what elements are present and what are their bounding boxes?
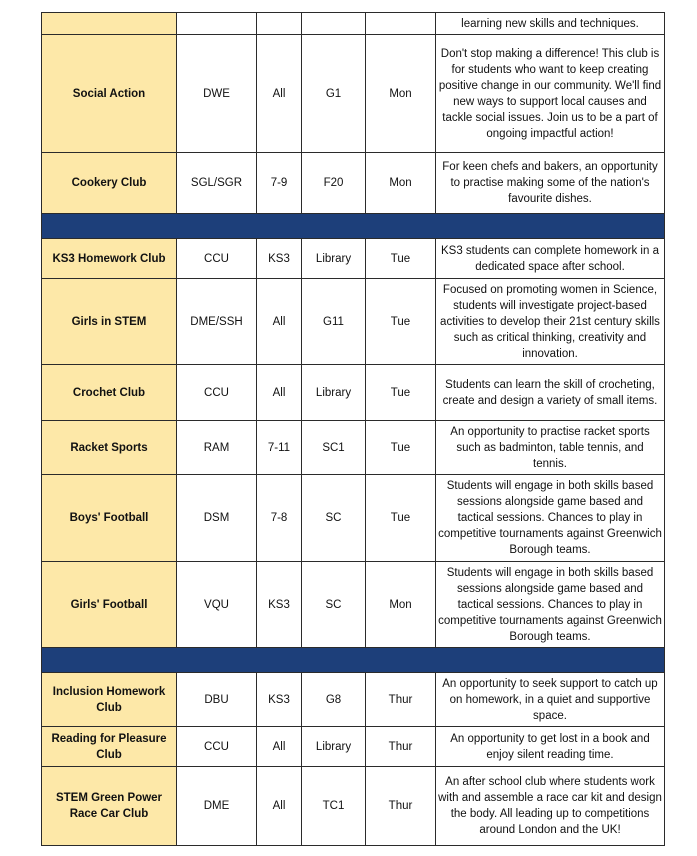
table-row xyxy=(42,421,665,475)
club-staff: VQU xyxy=(177,562,257,648)
club-day: Mon xyxy=(366,562,436,648)
club-description: Students will engage in both skills based sessions alongside game based and tactical sessions. Chances to play in competitive tournaments against Greenwich Borough teams. xyxy=(436,475,665,562)
club-staff xyxy=(177,13,257,35)
club-staff: DWE xyxy=(177,35,257,153)
club-name: Racket Sports xyxy=(42,421,177,475)
club-staff: DME xyxy=(177,767,257,846)
club-staff: CCU xyxy=(177,365,257,421)
club-name: STEM Green Power Race Car Club xyxy=(42,767,177,846)
table-row xyxy=(42,13,665,35)
club-name: Inclusion Homework Club xyxy=(42,673,177,727)
table-row xyxy=(42,562,665,648)
table-row xyxy=(42,153,665,214)
club-day: Tue xyxy=(366,421,436,475)
club-day: Mon xyxy=(366,35,436,153)
club-day: Thur xyxy=(366,767,436,846)
club-staff: DSM xyxy=(177,475,257,562)
club-staff: DME/SSH xyxy=(177,279,257,365)
club-description: learning new skills and techniques. xyxy=(436,13,665,35)
club-description: For keen chefs and bakers, an opportunity to practise making some of the nation's favourite dishes. xyxy=(436,153,665,214)
club-description: Students will engage in both skills based sessions alongside game based and tactical sessions. Chances to play in competitive tournaments against Greenwich Borough teams. xyxy=(436,562,665,648)
club-day: Mon xyxy=(366,153,436,214)
club-day: Tue xyxy=(366,365,436,421)
club-description: An after school club where students work with and assemble a race car kit and design the body. All leading up to competitions around London and the UK! xyxy=(436,767,665,846)
club-description: Focused on promoting women in Science, students will investigate project-based activities to develop their 21st century skills such as critical thinking, creativity and innovation. xyxy=(436,279,665,365)
club-name xyxy=(42,13,177,35)
divider-bar xyxy=(42,214,665,239)
club-room: SC xyxy=(302,562,366,648)
club-years xyxy=(257,13,302,35)
club-room: Library xyxy=(302,727,366,767)
club-room: SC xyxy=(302,475,366,562)
club-name: Crochet Club xyxy=(42,365,177,421)
club-room: TC1 xyxy=(302,767,366,846)
divider-bar xyxy=(42,648,665,673)
club-name: Cookery Club xyxy=(42,153,177,214)
table-row xyxy=(42,279,665,365)
club-staff: CCU xyxy=(177,727,257,767)
club-description: Students can learn the skill of crocheting, create and design a variety of small items. xyxy=(436,365,665,421)
table-row xyxy=(42,475,665,562)
club-years: All xyxy=(257,727,302,767)
club-staff: SGL/SGR xyxy=(177,153,257,214)
club-room: Library xyxy=(302,365,366,421)
club-years: 7-9 xyxy=(257,153,302,214)
table-row xyxy=(42,767,665,846)
clubs-table xyxy=(41,12,665,846)
table-row xyxy=(42,365,665,421)
club-description: KS3 students can complete homework in a dedicated space after school. xyxy=(436,239,665,279)
club-description: An opportunity to seek support to catch up on homework, in a quiet and supportive space. xyxy=(436,673,665,727)
club-day: Tue xyxy=(366,475,436,562)
club-day: Tue xyxy=(366,279,436,365)
club-staff: DBU xyxy=(177,673,257,727)
table-row xyxy=(42,239,665,279)
club-room: G8 xyxy=(302,673,366,727)
club-name: Social Action xyxy=(42,35,177,153)
club-room: F20 xyxy=(302,153,366,214)
club-room: G11 xyxy=(302,279,366,365)
table-row xyxy=(42,673,665,727)
club-years: 7-11 xyxy=(257,421,302,475)
section-divider xyxy=(42,214,665,239)
club-years: All xyxy=(257,767,302,846)
club-room: Library xyxy=(302,239,366,279)
section-divider xyxy=(42,648,665,673)
club-description: Don't stop making a difference! This club is for students who want to keep creating positive change in our community. We'll find new ways to support local causes and tackle social issues. Join us to be a part of ongoing impactful action! xyxy=(436,35,665,153)
club-years: All xyxy=(257,35,302,153)
club-room: G1 xyxy=(302,35,366,153)
club-day xyxy=(366,13,436,35)
club-day: Thur xyxy=(366,727,436,767)
club-room: SC1 xyxy=(302,421,366,475)
club-years: All xyxy=(257,279,302,365)
table-row xyxy=(42,35,665,153)
club-years: KS3 xyxy=(257,239,302,279)
club-description: An opportunity to practise racket sports such as badminton, table tennis, and tennis. xyxy=(436,421,665,475)
club-name: Boys' Football xyxy=(42,475,177,562)
club-staff: CCU xyxy=(177,239,257,279)
club-name: Reading for Pleasure Club xyxy=(42,727,177,767)
club-description: An opportunity to get lost in a book and enjoy silent reading time. xyxy=(436,727,665,767)
club-name: Girls in STEM xyxy=(42,279,177,365)
club-staff: RAM xyxy=(177,421,257,475)
club-name: Girls' Football xyxy=(42,562,177,648)
club-day: Tue xyxy=(366,239,436,279)
club-name: KS3 Homework Club xyxy=(42,239,177,279)
club-years: 7-8 xyxy=(257,475,302,562)
table-row xyxy=(42,727,665,767)
club-years: All xyxy=(257,365,302,421)
club-years: KS3 xyxy=(257,562,302,648)
club-years: KS3 xyxy=(257,673,302,727)
club-day: Thur xyxy=(366,673,436,727)
club-room xyxy=(302,13,366,35)
